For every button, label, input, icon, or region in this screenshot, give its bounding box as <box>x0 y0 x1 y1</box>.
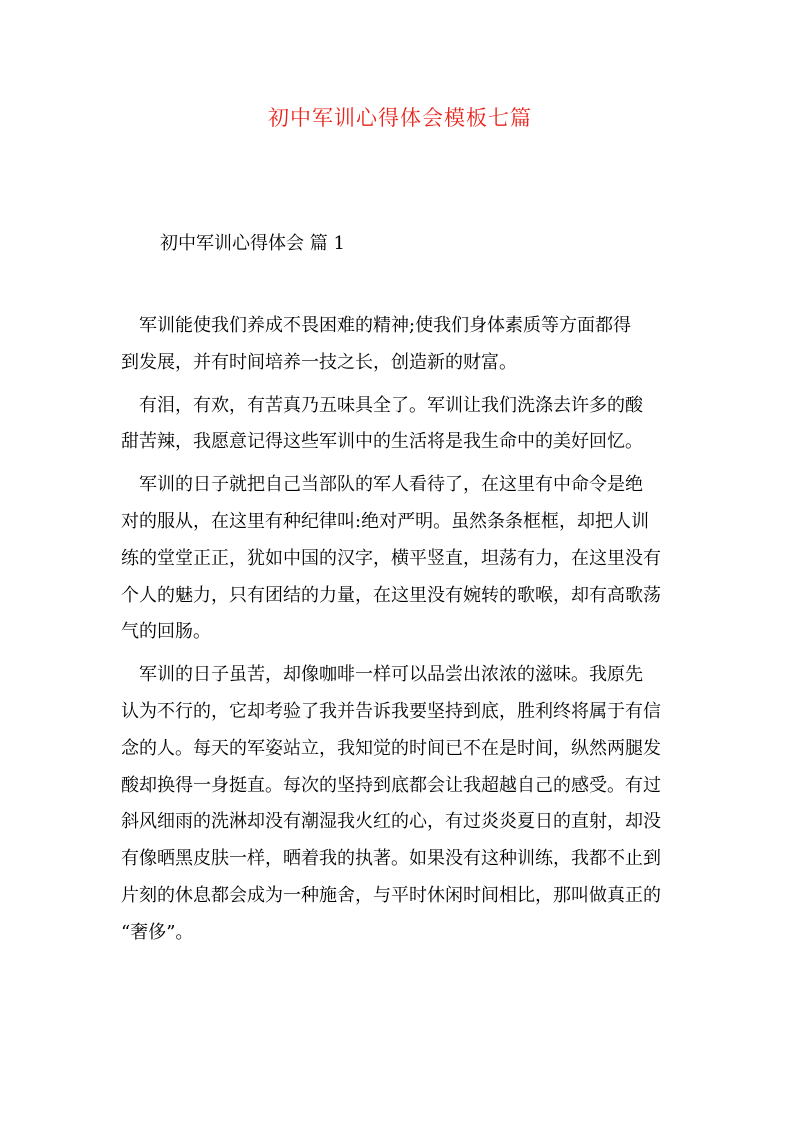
paragraph-line: 念的人。每天的军姿站立，我知觉的时间已不在是时间，纵然两腿发 <box>121 737 661 759</box>
paragraph-2 <box>121 388 689 462</box>
paragraph-line: 军训能使我们养成不畏困难的精神;使我们身体素质等方面都得 <box>139 315 632 336</box>
paragraph-line: 有泪，有欢，有苦真乃五味具全了。军训让我们洗涤去许多的酸 <box>139 394 643 416</box>
document-body <box>121 308 689 958</box>
paragraph-line: 认为不行的，它却考验了我并告诉我要坚持到底，胜利终将属于有信 <box>121 700 661 722</box>
paragraph-line: 甜苦辣，我愿意记得这些军训中的生活将是我生命中的美好回忆。 <box>121 431 643 453</box>
paragraph-line: 到发展，并有时间培养一技之长，创造新的财富。 <box>121 351 517 373</box>
paragraph-line: 有像晒黑皮肤一样，晒着我的执著。如果没有这种训练，我都不止到 <box>121 848 661 870</box>
section-heading: 初中军训心得体会 篇 1 <box>160 233 345 254</box>
paragraph-line: 军训的日子就把自己当部队的军人看待了，在这里有中命令是绝 <box>139 474 643 496</box>
paragraph-3 <box>121 467 689 651</box>
paragraph-line: 对的服从，在这里有种纪律叫:绝对严明。虽然条条框框，却把人训 <box>121 510 650 532</box>
paragraph-line: 军训的日子虽苦，却像咖啡一样可以品尝出浓浓的滋味。我原先 <box>139 664 643 686</box>
paragraph-line: 片刻的休息都会成为一种施舍，与平时休闲时间相比，那叫做真正的 <box>121 884 661 906</box>
paragraph-4 <box>121 657 689 951</box>
paragraph-line: “奢侈”。 <box>121 921 194 943</box>
paragraph-1 <box>121 308 689 382</box>
paragraph-line: 酸却换得一身挺直。每次的坚持到底都会让我超越自己的感受。有过 <box>121 774 661 796</box>
paragraph-line: 个人的魅力，只有团结的力量，在这里没有婉转的歌喉，却有高歌荡 <box>121 584 661 606</box>
document-title: 初中军训心得体会模板七篇 <box>268 106 532 130</box>
paragraph-line: 斜风细雨的洗淋却没有潮湿我火红的心，有过炎炎夏日的直射，却没 <box>121 811 661 833</box>
paragraph-line: 气的回肠。 <box>121 621 211 643</box>
paragraph-line: 练的堂堂正正，犹如中国的汉字，横平竖直，坦荡有力，在这里没有 <box>121 547 661 569</box>
